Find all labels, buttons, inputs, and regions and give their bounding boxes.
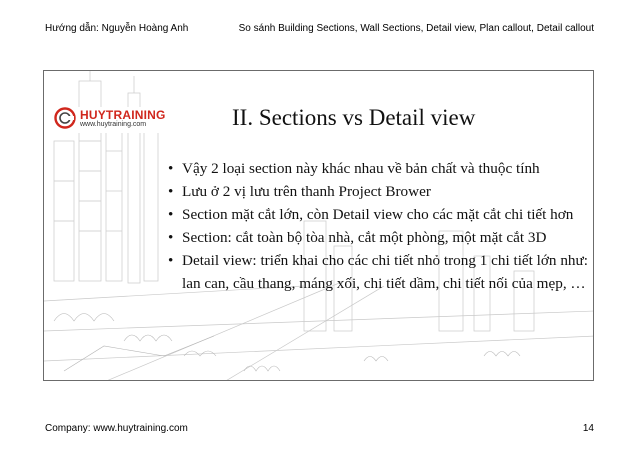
bullet-item: • Detail view: triển khai cho các chi tiết nhỏ trong 1 chi tiết lớn như: lan can, cầu thang, máng xối, chi tiết dầm, chi tiết nối của mẹp, … [168,249,588,295]
page-number: 14 [582,423,594,434]
header-subject: So sánh Building Sections, Wall Sections, Detail view, Plan callout, Detail callout [238,23,594,34]
bullet-item: • Lưu ở 2 vị lưu trên thanh Project Brower [168,180,588,203]
huytraining-logo [54,107,174,133]
logo-name: HUYTRAINING [80,108,166,122]
slide-title: II. Sections vs Detail view [232,105,476,130]
logo-url: www.huytraining.com [80,121,147,128]
header-author: Hướng dẫn: Nguyễn Hoàng Anh [45,23,189,34]
bullet-list [168,157,588,295]
logo-mark-icon [54,107,76,129]
footer-company: Company: www.huytraining.com [45,423,188,434]
bullet-item: • Vậy 2 loại section này khác nhau về bản chất và thuộc tính [168,157,588,180]
bullet-item: • Section mặt cắt lớn, còn Detail view cho các mặt cắt chi tiết hơn [168,203,588,226]
bullet-item: • Section: cắt toàn bộ tòa nhà, cắt một phòng, một mặt cắt 3D [168,226,588,249]
slide-frame [43,70,594,381]
